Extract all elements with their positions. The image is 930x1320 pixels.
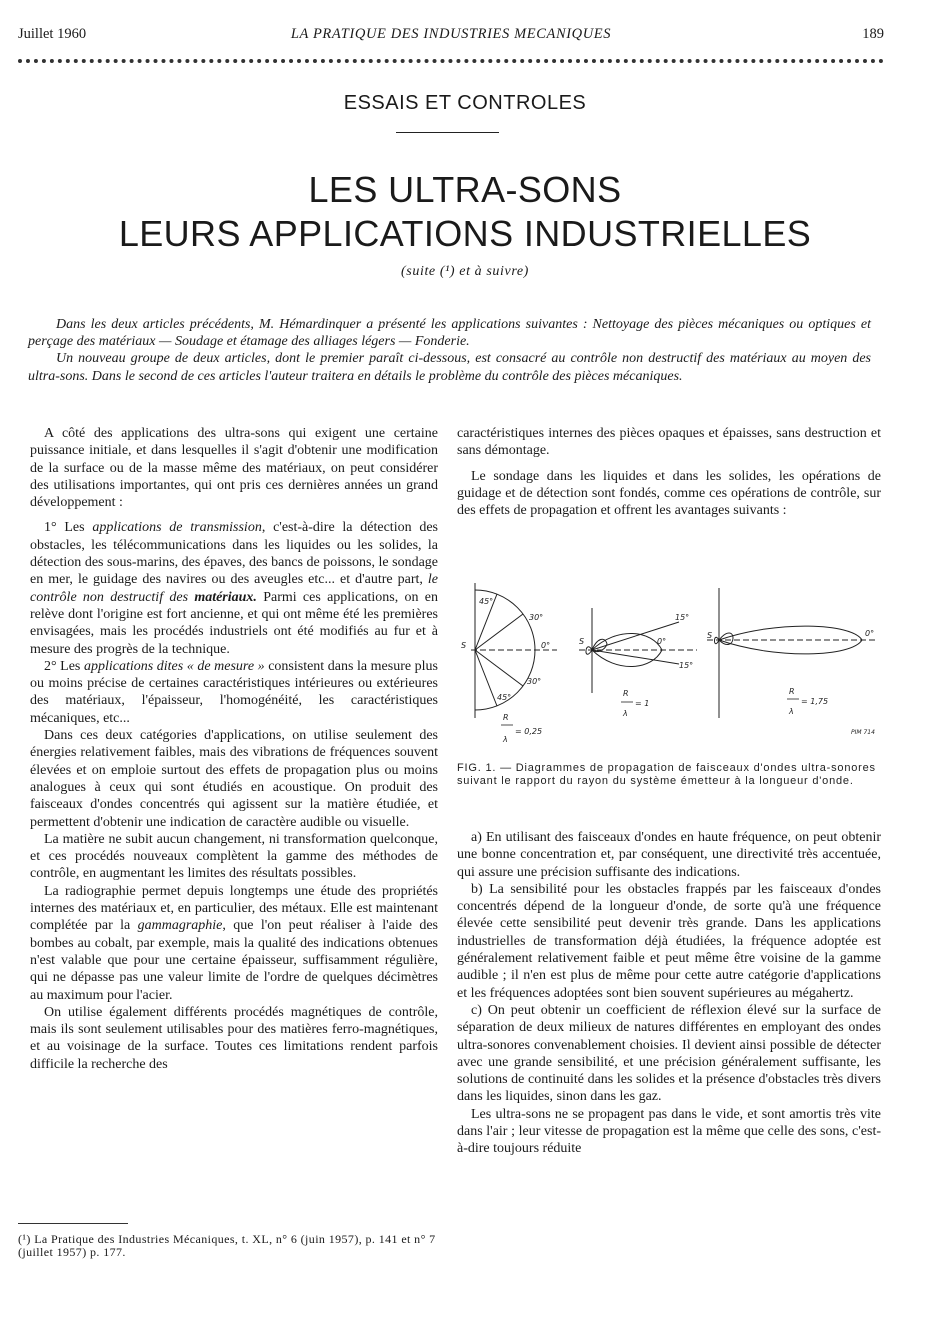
left-column [30, 425, 438, 1073]
paragraph: a) En utilisant des faisceaux d'ondes en haute fréquence, on peut obtenir une bonne concentration et, par conséquent, une directivité très accentuée, qui assure une précision suffisante des indications. [457, 830, 881, 880]
paragraph: A côté des applications des ultra-sons qui exigent une certaine puissance initiale, et dans lesquelles il s'agit d'obtenir une modification de la surface ou de la masse même des matériaux, on peut considérer des utilisations importantes, qui ont pris ces dernières années un grand développement : [30, 426, 438, 511]
journal-name: LA PRATIQUE DES INDUSTRIES MECANIQUES [290, 26, 612, 42]
footnote-divider [18, 1223, 128, 1224]
label-lambda-2: λ [623, 709, 628, 718]
paragraph: c) On peut obtenir un coefficient de réflexion élevé sur la surface de séparation de deux milieux de natures différentes en employant des ondes ultra-sonores convenablement choisies. Il devient ainsi possible de détecter avec une grande sensibilité, et une précision généralement suffisante, les solutions de continuité dans les solides et la présence d'obstacles très divers dans les liquides, sinon dans les gaz. [457, 1002, 881, 1105]
header-divider [18, 59, 884, 63]
right-column-top [457, 425, 881, 519]
label-0-1: 0° [541, 641, 551, 650]
label-ratio-3: = 1,75 [801, 697, 829, 706]
editorial-intro [28, 316, 871, 385]
label-15-down: 15° [679, 661, 694, 670]
figure-code: PIM 714 [851, 729, 875, 736]
paragraph: Dans ces deux catégories d'applications, on utilise seulement des énergies relativement faibles, mais des vibrations de fréquences souvent élevées et on emploie surtout des effets de propagation plus ou moins analogues à ceux qui sont étudiés en acoustique. On produit des faisceaux d'ondes concentrés qui agissent sur la matière étudiée, et permettent d'obtenir une indication de caractère audible ou visuelle. [30, 728, 438, 830]
paragraph: La radiographie permet depuis longtemps une étude des propriétés internes des matériaux et, en particulier, des métaux. Elle est maintenant complétée par la gammagraphie, que l'on peut réaliser à l'aide des bombes au cobalt, par exemple, mais la qualité des indications obtenues n'est valable que pour une certaine épaisseur, suffisamment régulière, qui ne dépasse pas une valeur limite de l'ordre de quelques décimètres au maximum pour l'acier. [30, 883, 438, 1003]
article-title-line2: LEURS APPLICATIONS INDUSTRIELLES [118, 213, 812, 254]
intro-paragraph-2: Un nouveau groupe de deux articles, dont le premier paraît ci-dessous, est consacré au contrôle non destructif des matériaux au moyen des ultra-sons. Dans le second de ces articles l'auteur traitera en détails le problème du contrôle des pièces mécaniques. [28, 351, 871, 384]
label-lambda-3: λ [789, 707, 794, 716]
page-number: 189 [862, 26, 884, 42]
label-0-2: 0° [657, 637, 667, 646]
label-0-3: 0° [865, 629, 875, 638]
label-s-2: S [579, 637, 585, 646]
label-r-3: R [789, 687, 795, 696]
label-30-up: 30° [529, 613, 544, 622]
propagation-diagram [457, 568, 881, 758]
paragraph: Le sondage dans les liquides et dans les solides, les opérations de guidage et de détection sont fondés, comme ces opérations de contrôle, sur des effets de propagation et offrent les avantages suivants : [457, 468, 881, 519]
label-r-1: R [503, 713, 509, 722]
paragraph: On utilise également différents procédés magnétiques de contrôle, mais ils sont seulement utilisables pour des matières ferro-magnétiques, et au voisinage de la surface. Toutes ces limitations rendent parfois difficile la recherche des [30, 1004, 438, 1072]
article-title-line1: LES ULTRA-SONS [308, 169, 622, 210]
paragraph: 1° Les applications de transmission, c'est-à-dire la détection des obstacles, les télécommunications dans les liquides ou les solides, la détection des sous-marins, des épaves, des bancs de poissons, le sondage en mer, le guidage des navires ou des aveugles etc... et d'autre part, le contrôle non destructif des matériaux. Parmi ces applications, on en relève dont l'origine est fort ancienne, et qui ont même été les premières envisagées, mais les procédés industriels ont été modifiés au fur et à mesure des progrès de la technique. [30, 520, 438, 657]
label-45-down: 45° [497, 693, 512, 702]
label-30-down: 30° [527, 677, 542, 686]
article-subtitle: (suite (¹) et à suivre) [401, 264, 529, 279]
figure-caption: FIG. 1. — Diagrammes de propagation de faisceaux d'ondes ultra-sonores suivant le rapport du rayon du système émetteur à la longueur d'onde. [457, 762, 876, 787]
paragraph: b) La sensibilité pour les obstacles frappés par les faisceaux d'ondes concentrés dépend de la longueur d'onde, de sorte qu'à une fréquence élevée cette sensibilité peut devenir très grande. Dans les applications industrielles de transformation déjà étudiées, la fréquence adoptée est généralement relativement faible et peut même être voisine de la gamme audible ; il n'en est plus de même pour cette autre catégorie d'applications et les fréquences adoptées sont bien souvent supérieures au mégahertz. [457, 881, 881, 1001]
paragraph: caractéristiques internes des pièces opaques et épaisses, sans destruction et sans démontage. [457, 426, 881, 459]
label-s-3: S [707, 631, 713, 640]
footnote: (¹) La Pratique des Industries Mécaniques, t. XL, n° 6 (juin 1957), p. 141 et n° 7 (juillet 1957) p. 177. [18, 1232, 436, 1259]
label-s-1: S [461, 641, 467, 650]
paragraph: La matière ne subit aucun changement, ni transformation quelconque, et ces procédés nouveaux complètent la gamme des méthodes de contrôle, en augmentant les limites des résultats possibles. [30, 831, 438, 882]
intro-paragraph-1: Dans les deux articles précédents, M. Hémardinquer a présenté les applications suivantes : Nettoyage des pièces mécaniques ou optiques et perçage des matériaux — Soudage et étamage des alliages légers — Fonderie. [28, 317, 871, 350]
section-divider [396, 132, 499, 133]
section-heading: ESSAIS ET CONTROLES [343, 92, 587, 114]
label-45-up: 45° [479, 597, 494, 606]
label-15-up: 15° [675, 613, 690, 622]
paragraph: Les ultra-sons ne se propagent pas dans le vide, et sont amortis très vite dans l'air ; leur vitesse de propagation est la même que celle des sons, c'est-à-dire toujours réduite [457, 1106, 881, 1157]
ray-15-down [592, 650, 679, 664]
paragraph: 2° Les applications dites « de mesure » consistent dans la mesure plus ou moins précise de certaines caractéristiques intérieures ou extérieures des matériaux, l'épaisseur, l'homogénéité, les caractéristiques mécaniques, etc... [30, 658, 439, 726]
issue-date: Juillet 1960 [18, 26, 87, 42]
label-ratio-1: = 0,25 [515, 727, 543, 736]
right-column-bottom [457, 829, 881, 1158]
running-header [18, 26, 884, 46]
label-lambda-1: λ [503, 735, 508, 744]
label-ratio-2: = 1 [635, 699, 650, 708]
label-r-2: R [623, 689, 629, 698]
